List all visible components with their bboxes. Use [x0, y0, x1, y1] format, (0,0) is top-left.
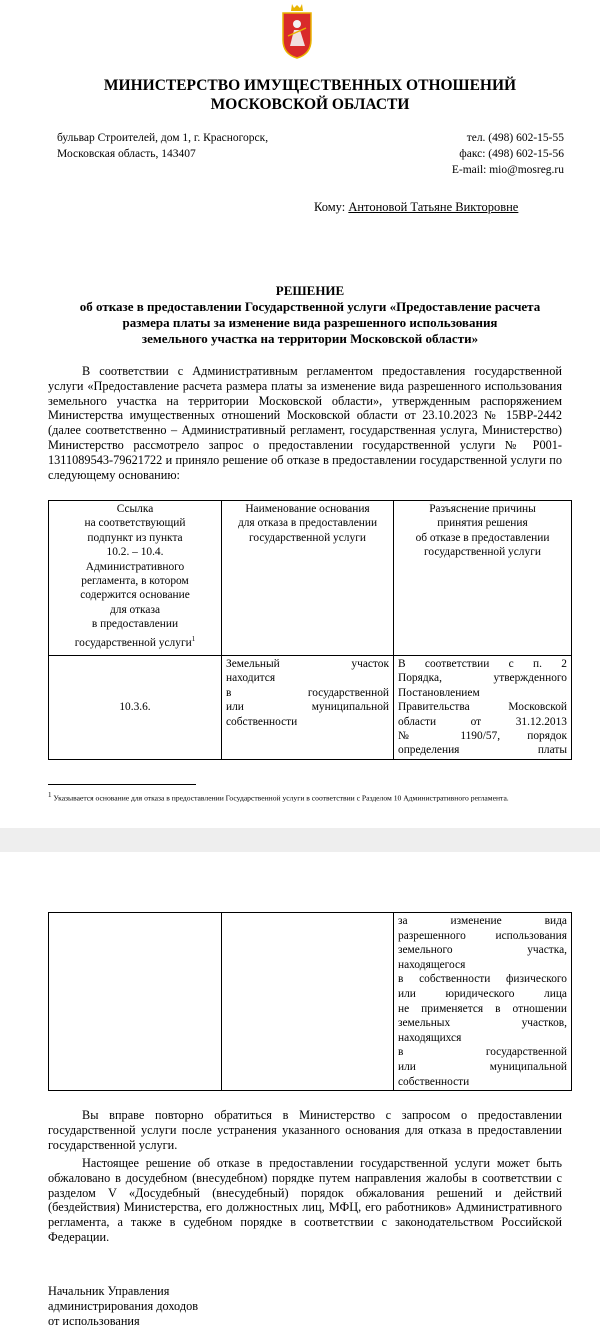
footnote — [48, 790, 562, 804]
header-ref-line — [53, 632, 217, 650]
header-ref-cell — [49, 501, 222, 656]
explanation-line: находящихся — [398, 1031, 462, 1044]
explanation-line: Правительства Московской — [398, 701, 567, 714]
ministry-contacts — [452, 130, 564, 178]
explanation-line: Постановлением — [398, 686, 480, 699]
table-header-row — [49, 501, 572, 656]
reason-line: в государственной — [226, 686, 389, 699]
explanation-line: № 1190/57, порядок — [398, 730, 567, 743]
header-explanation-line: об отказе в предоставлении — [415, 531, 550, 544]
row-reason-cell-continued — [222, 913, 394, 1091]
header-ref-line: содержится основание — [80, 589, 190, 602]
intro-paragraph: В соответствии с Административным регламентом предоставления государственной услуги «Предоставление расчета размера платы за изменение вида разрешенного использования земельного участка на территории Московской области», утвержденным распоряжением Министерства имущественных отношений Московской области от 23.10.2023 № 15ВР-2442 (далее соответственно – Административный регламент, государственная услуга, Министерство) Министерство рассмотрело запрос о предоставлении государственной услуги № Р001-1311089543-79621722 и приняло решение об отказе в предоставлении государственной услуги по следующему основанию: — [48, 364, 562, 482]
header-reason-line: Наименование основания — [245, 503, 370, 515]
explanation-line: или юридического лица — [398, 987, 567, 1000]
page-separator — [0, 828, 600, 852]
header-ref-line: 10.2. – 10.4. — [106, 546, 164, 559]
signature-line3: от использования — [48, 1314, 140, 1328]
signature-line1: Начальник Управления — [48, 1284, 170, 1298]
header-explanation-line: государственной услуги — [424, 546, 541, 559]
explanation-line: земельных участков, — [398, 1017, 567, 1030]
header-explanation-line: принятия решения — [437, 517, 528, 530]
decision-heading: РЕШЕНИЕ — [275, 283, 345, 298]
explanation-line: определения платы — [398, 744, 567, 757]
header-ref-line: регламента, в котором — [81, 575, 189, 588]
signature-block — [48, 1284, 198, 1329]
row-explanation-cell-continued — [394, 913, 572, 1091]
explanation-line: за изменение вида — [398, 915, 567, 927]
recipient — [314, 200, 518, 215]
moscow-oblast-coat-of-arms-icon — [278, 2, 316, 60]
explanation-line: не применяется в отношении — [398, 1002, 567, 1015]
fax-number: факс: (498) 602-15-56 — [459, 148, 564, 160]
footnote-mark: 1 — [191, 634, 196, 643]
ministry-name — [40, 76, 580, 114]
header-ref-line: Административного — [85, 560, 185, 573]
table-row — [49, 913, 572, 1091]
footnote-separator — [48, 784, 196, 785]
row-ref-cell-continued — [49, 913, 222, 1091]
explanation-line: В соответствии с п. 2 — [398, 658, 567, 670]
header-ref-line: для отказа — [109, 603, 161, 616]
header-ref-line: Ссылка — [116, 503, 154, 515]
footnote-number: 1 — [48, 791, 52, 799]
decision-title-line1: об отказе в предоставлении Государственной услуги «Предоставление расчета — [79, 299, 541, 314]
explanation-line: земельного участка, — [398, 944, 567, 957]
reapply-paragraph: Вы вправе повторно обратиться в Министерство с запросом о предоставлении государственной услуги после устранения указанного основания для отказа в предоставлении государственной услуги. — [48, 1108, 562, 1152]
refusal-table — [48, 500, 572, 760]
decision-title-line3: земельного участка на территории Московской области» — [141, 331, 479, 346]
phone-number: тел. (498) 602-15-55 — [466, 132, 564, 144]
decision-title-line2: размера платы за изменение вида разрешенного использования — [122, 315, 498, 330]
signature-line2: администрирования доходов — [48, 1299, 199, 1313]
ministry-name-line1: МИНИСТЕРСТВО ИМУЩЕСТВЕННЫХ ОТНОШЕНИЙ — [103, 77, 517, 94]
recipient-name: Антоновой Татьяне Викторовне — [348, 200, 519, 214]
recipient-label: Кому: — [314, 200, 346, 214]
table-row — [49, 656, 572, 760]
email-address: E-mail: mio@mosreg.ru — [451, 164, 564, 176]
row-explanation-cell — [394, 656, 572, 760]
address-line1: бульвар Строителей, дом 1, г. Красногорск, — [57, 132, 269, 144]
reason-line: находится — [226, 672, 276, 685]
explanation-line: разрешенного использования — [398, 929, 567, 942]
header-explanation-line: Разъяснение причины — [429, 503, 536, 515]
explanation-line: Порядка, утвержденного — [398, 672, 567, 685]
header-ref-line: в предоставлении — [91, 618, 179, 631]
explanation-line: собственности — [398, 1075, 470, 1088]
footnote-text: Указывается основание для отказа в предоставлении Государственной услуги в соответствии с Разделом 10 Административного регламента. — [53, 793, 509, 803]
ministry-name-line2: МОСКОВСКОЙ ОБЛАСТИ — [210, 96, 410, 113]
reason-line: собственности — [226, 715, 298, 728]
row-reason-cell — [222, 656, 394, 760]
document-page-2 — [0, 852, 600, 1332]
header-reason-cell — [222, 501, 394, 656]
explanation-line: находящегося — [398, 958, 466, 971]
ministry-address — [57, 130, 268, 162]
decision-title — [40, 283, 580, 347]
row-ref-cell: 10.3.6. — [49, 656, 222, 760]
reason-line: или муниципальной — [226, 701, 389, 714]
explanation-line: области от 31.12.2013 — [398, 715, 567, 728]
explanation-line: в собственности физического — [398, 973, 567, 986]
appeal-paragraph: Настоящее решение об отказе в предоставлении государственной услуги может быть обжаловано в досудебном (внесудебном) порядке путем направления жалобы в соответствии с разделом V «Досудебный (внесудебный) порядок обжалования решений и действий (бездействия) Министерства, его должностных лиц, МФЦ, его работников» Административного регламента, а также в судебном порядке в соответствии с законодательством Российской Федерации. — [48, 1156, 562, 1244]
refusal-table-continued — [48, 912, 572, 1091]
reason-line: Земельный участок — [226, 658, 389, 670]
explanation-line: или муниципальной — [398, 1060, 567, 1073]
explanation-line: в государственной — [398, 1046, 567, 1059]
header-reason-line: государственной услуги — [249, 531, 366, 544]
header-explanation-cell — [394, 501, 572, 656]
header-ref-line: подпункт из пункта — [87, 531, 183, 544]
header-ref-line: на соответствующий — [84, 517, 186, 530]
header-reason-line: для отказа в предоставлении — [237, 517, 378, 530]
header-ref-line-text: государственной услуги — [74, 636, 192, 649]
address-line2: Московская область, 143407 — [57, 148, 196, 160]
